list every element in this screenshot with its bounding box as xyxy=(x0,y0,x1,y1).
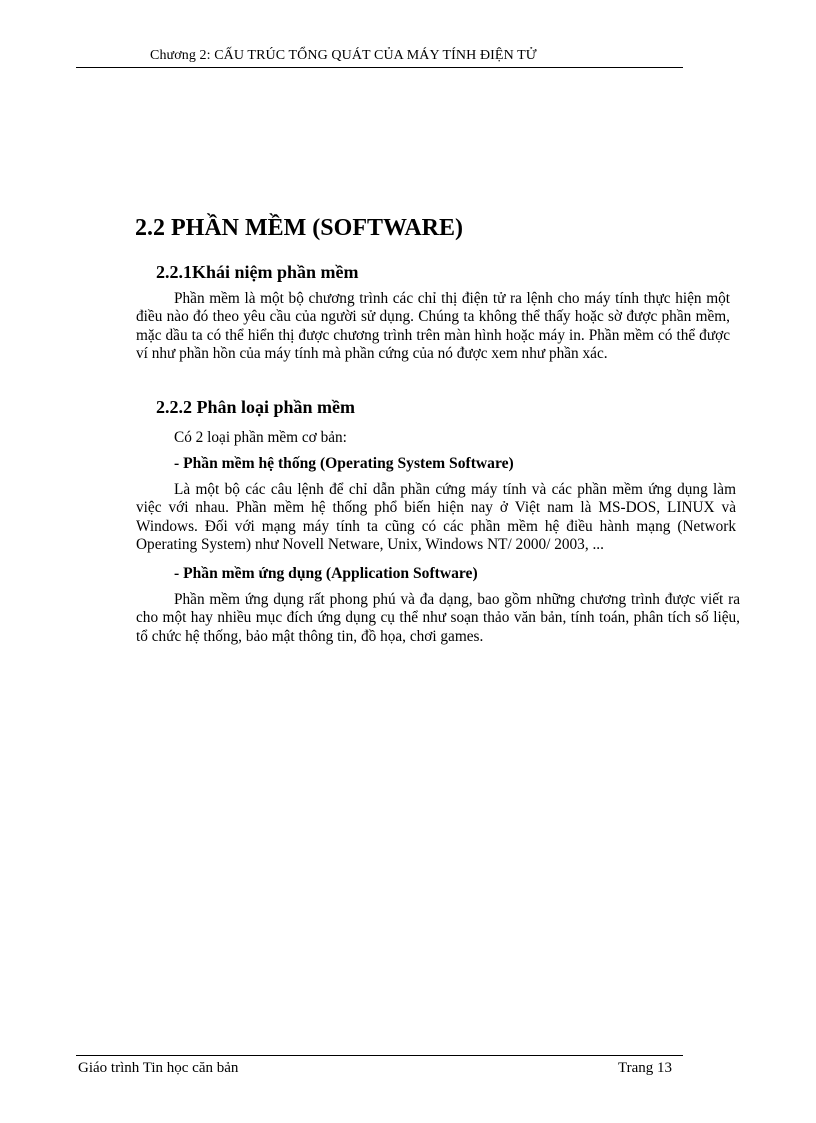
paragraph-concept: Phần mềm là một bộ chương trình các chỉ thị điện tử ra lệnh cho máy tính thực hiện một điều nào đó theo yêu cầu của người sử dụng. Chúng ta không thể thấy hoặc sờ được phần mềm, mặc dầu ta có thể hiển thị được chương trình trên màn hình hoặc máy in. Phần mềm có thể được ví như phần hồn của máy tính mà phần cứng của nó được xem như phần xác. xyxy=(136,290,730,363)
footer-book-title: Giáo trình Tin học căn bản xyxy=(78,1060,239,1076)
footer-divider xyxy=(76,1055,683,1056)
application-software-heading: - Phần mềm ứng dụng (Application Software) xyxy=(174,565,478,582)
header-divider xyxy=(76,67,683,68)
page-header-title: Chương 2: CẤU TRÚC TỔNG QUÁT CỦA MÁY TÍNH ĐIỆN TỬ xyxy=(150,48,537,63)
page-number: Trang 13 xyxy=(618,1060,673,1076)
system-software-heading: - Phần mềm hệ thống (Operating System Software) xyxy=(174,455,514,472)
classification-intro: Có 2 loại phần mềm cơ bản: xyxy=(174,429,347,446)
subsection-title-classification: 2.2.2 Phân loại phần mềm xyxy=(156,397,356,417)
paragraph-application-software: Phần mềm ứng dụng rất phong phú và đa dạng, bao gồm những chương trình được viết ra cho một hay nhiều mục đích ứng dụng cụ thể như soạn thảo văn bản, tính toán, phân tích số liệu, tổ chức hệ thống, bảo mật thông tin, đồ họa, chơi games. xyxy=(136,591,740,645)
paragraph-system-software: Là một bộ các câu lệnh để chỉ dẫn phần cứng máy tính và các phần mềm ứng dụng làm việc với nhau. Phần mềm hệ thống phổ biến hiện nay ở Việt nam là MS-DOS, LINUX và Windows. Đối với mạng máy tính ta cũng có các phần mềm hệ điều hành mạng (Network Operating System) như Novell Netware, Unix, Windows NT/ 2000/ 2003, ... xyxy=(136,481,736,554)
section-title: 2.2 PHẦN MỀM (SOFTWARE) xyxy=(135,215,463,241)
subsection-title-concept: 2.2.1Khái niệm phần mềm xyxy=(156,262,359,282)
